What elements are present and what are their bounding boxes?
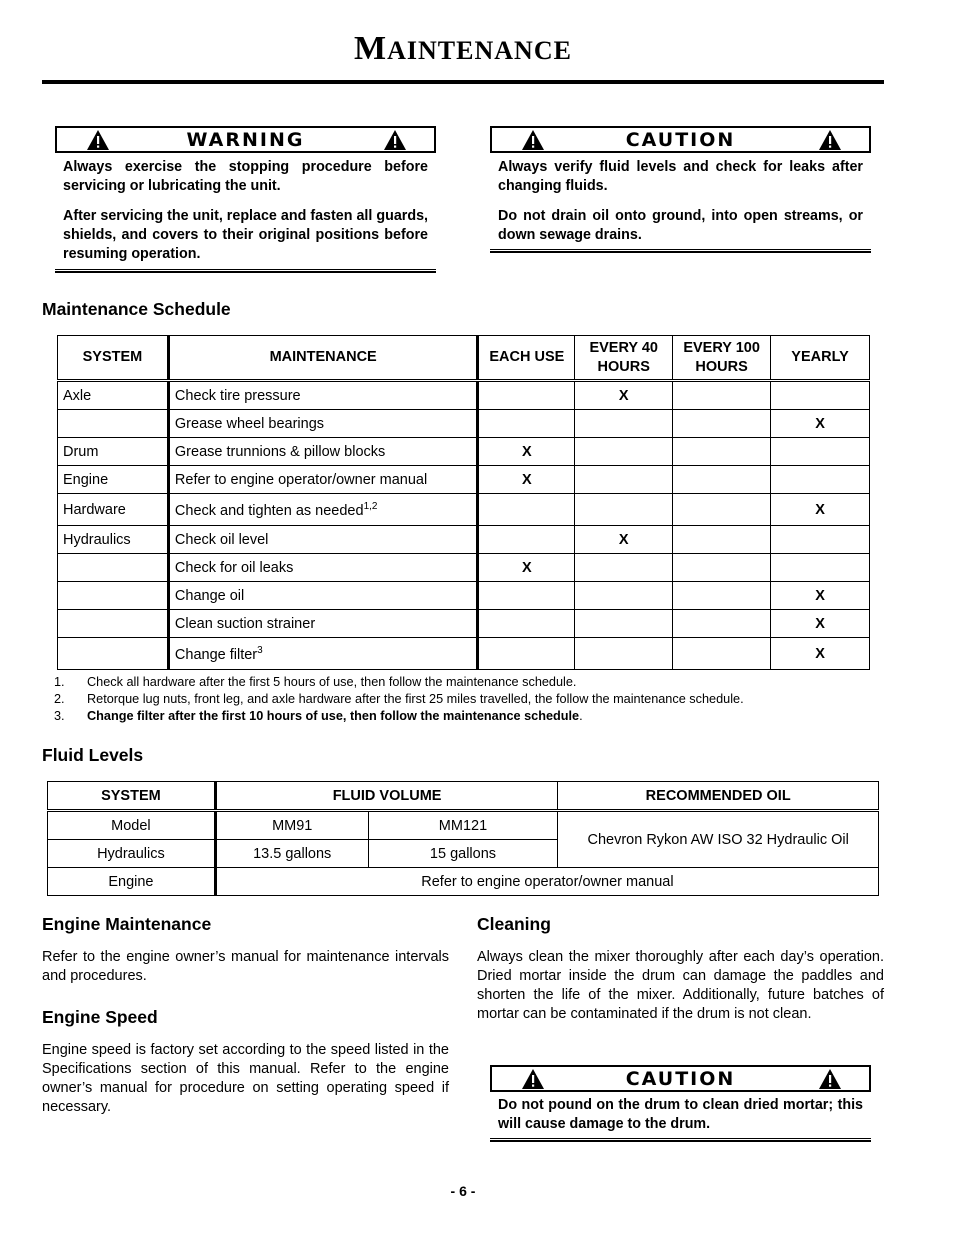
table-cell: Grease trunnions & pillow blocks xyxy=(168,438,478,466)
table-cell: Check tire pressure xyxy=(168,381,478,410)
table-cell xyxy=(478,526,575,554)
table-cell xyxy=(673,554,771,582)
column-header: EACH USE xyxy=(478,336,575,381)
footnote: 1. Check all hardware after the first 5 hours of use, then follow the maintenance schedule. xyxy=(54,675,577,689)
table-header-row xyxy=(58,336,870,381)
table-cell xyxy=(575,494,673,526)
caution-text: Do not pound on the drum to clean dried mortar; this will cause damage to the drum. xyxy=(498,1097,863,1132)
caution-triangle-icon xyxy=(819,1069,841,1089)
column-header: EVERY 40 HOURS xyxy=(575,336,673,381)
caution-label: CAUTION xyxy=(625,1067,736,1090)
table-cell xyxy=(575,582,673,610)
table-cell xyxy=(478,494,575,526)
table-cell: Check and tighten as needed$^{1,2}$ xyxy=(168,494,478,526)
table-cell xyxy=(673,526,771,554)
table-cell xyxy=(771,438,870,466)
table-row xyxy=(58,466,870,494)
cleaning-text: Always clean the mixer thoroughly after each day’s operation. Dried mortar inside the drum can damage the paddles and shorten the life of the mixer. Additionally, future batches of mortar can be contaminated if the drum is not clean. xyxy=(477,949,884,1022)
warning-label: WARNING xyxy=(186,128,305,151)
table-cell xyxy=(673,638,771,670)
table-cell xyxy=(771,466,870,494)
caution-header xyxy=(490,1065,871,1092)
caution-label: CAUTION xyxy=(625,128,736,151)
table-cell: X xyxy=(771,410,870,438)
caution-box xyxy=(490,126,871,254)
warning-triangle-icon xyxy=(87,130,109,150)
table-cell: Check oil level xyxy=(168,526,478,554)
engine-maintenance-heading: Engine Maintenance xyxy=(42,914,212,934)
table-row xyxy=(58,582,870,610)
table-cell xyxy=(478,381,575,410)
table-cell xyxy=(478,610,575,638)
table-cell: Axle xyxy=(58,381,169,410)
table-cell xyxy=(58,638,169,670)
table-cell: X xyxy=(771,494,870,526)
table-cell xyxy=(771,526,870,554)
fluid-levels-table xyxy=(47,781,879,896)
caution-text: Do not drain oil onto ground, into open streams, or down sewage drains. xyxy=(498,208,863,243)
column-header: FLUID VOLUME xyxy=(215,782,558,811)
warning-text: Always exercise the stopping procedure before servicing or lubricating the unit. xyxy=(63,159,428,194)
engine-speed-heading: Engine Speed xyxy=(42,1007,158,1027)
table-row: Hydraulics 13.5 gallons 15 gallons xyxy=(48,840,879,868)
page-number: - 6 - xyxy=(450,1183,476,1199)
table-cell xyxy=(478,582,575,610)
table-row: Engine Refer to engine operator/owner manual xyxy=(48,868,879,896)
table-cell: X xyxy=(478,554,575,582)
table-cell: Engine xyxy=(58,466,169,494)
table-cell: Hydraulics xyxy=(58,526,169,554)
caution-bottom-rule xyxy=(490,249,871,253)
table-cell: Drum xyxy=(58,438,169,466)
table-cell: X xyxy=(771,638,870,670)
table-cell xyxy=(58,410,169,438)
table-cell xyxy=(771,381,870,410)
table-cell xyxy=(478,410,575,438)
table-cell xyxy=(58,554,169,582)
table-row xyxy=(58,610,870,638)
table-cell xyxy=(58,582,169,610)
table-cell: Check for oil leaks xyxy=(168,554,478,582)
table-cell: X xyxy=(575,381,673,410)
table-cell xyxy=(575,438,673,466)
table-cell xyxy=(673,466,771,494)
page-title: MAINTENANCE xyxy=(354,30,572,67)
table-row xyxy=(58,381,870,410)
column-header: SYSTEM xyxy=(58,336,169,381)
warning-header xyxy=(55,126,436,153)
warning-bottom-rule xyxy=(55,269,436,273)
table-cell xyxy=(673,610,771,638)
table-cell: Grease wheel bearings xyxy=(168,410,478,438)
table-cell: X xyxy=(771,582,870,610)
caution-bottom-rule xyxy=(490,1138,871,1142)
table-cell: X xyxy=(478,438,575,466)
table-cell: X xyxy=(575,526,673,554)
table-row xyxy=(58,554,870,582)
table-row xyxy=(58,526,870,554)
maintenance-schedule-table xyxy=(57,335,870,670)
footnote: 3. Change filter after the first 10 hours of use, then follow the maintenance schedule. xyxy=(54,709,583,723)
table-row xyxy=(58,494,870,526)
table-cell: Change oil xyxy=(168,582,478,610)
engine-maintenance-text: Refer to the engine owner’s manual for maintenance intervals and procedures. xyxy=(42,949,449,984)
table-cell xyxy=(575,410,673,438)
cleaning-heading: Cleaning xyxy=(477,914,551,934)
caution-header xyxy=(490,126,871,153)
table-cell xyxy=(771,554,870,582)
table-row: Model MM91 MM121 Chevron Rykon AW ISO 32 Hydraulic Oil xyxy=(48,811,879,840)
table-cell: Refer to engine operator/owner manual xyxy=(168,466,478,494)
table-cell xyxy=(673,494,771,526)
fluid-heading: Fluid Levels xyxy=(42,745,144,765)
table-cell: Change filter$^3$ xyxy=(168,638,478,670)
schedule-footnotes xyxy=(54,674,744,725)
table-cell xyxy=(673,381,771,410)
caution-triangle-icon xyxy=(819,130,841,150)
column-header: SYSTEM xyxy=(48,782,216,811)
table-row xyxy=(58,438,870,466)
column-header: RECOMMENDED OIL xyxy=(558,782,879,811)
schedule-heading: Maintenance Schedule xyxy=(42,299,231,319)
column-header: YEARLY xyxy=(771,336,870,381)
column-header: EVERY 100 HOURS xyxy=(673,336,771,381)
table-cell xyxy=(673,438,771,466)
table-cell xyxy=(575,638,673,670)
table-cell xyxy=(575,554,673,582)
caution-triangle-icon xyxy=(522,1069,544,1089)
column-header: MAINTENANCE xyxy=(168,336,478,381)
engine-speed-text: Engine speed is factory set according to the speed listed in the Specifications section of this manual. Refer to the engine owner’s manual for procedure on setting operating speed if necessary. xyxy=(42,1042,449,1115)
title-rule xyxy=(42,80,884,84)
table-cell xyxy=(673,582,771,610)
table-cell xyxy=(575,610,673,638)
table-cell xyxy=(58,610,169,638)
warning-text: After servicing the unit, replace and fasten all guards, shields, and covers to their original positions before resuming operation. xyxy=(63,208,428,262)
caution-triangle-icon xyxy=(522,130,544,150)
table-cell xyxy=(478,638,575,670)
table-cell xyxy=(673,410,771,438)
table-cell: X xyxy=(771,610,870,638)
table-row xyxy=(58,410,870,438)
caution-box xyxy=(490,1065,871,1145)
table-cell: X xyxy=(478,466,575,494)
warning-box xyxy=(55,126,436,274)
warning-triangle-icon xyxy=(384,130,406,150)
table-cell: Clean suction strainer xyxy=(168,610,478,638)
recommended-oil: Chevron Rykon AW ISO 32 Hydraulic Oil xyxy=(558,811,879,868)
table-header-row xyxy=(48,782,879,811)
footnote: 2. Retorque lug nuts, front leg, and axle hardware after the first 25 miles travelled, the follow the maintenance schedule. xyxy=(54,692,744,706)
table-row xyxy=(58,638,870,670)
caution-text: Always verify fluid levels and check for leaks after changing fluids. xyxy=(498,159,863,194)
table-cell: Hardware xyxy=(58,494,169,526)
table-cell xyxy=(575,466,673,494)
